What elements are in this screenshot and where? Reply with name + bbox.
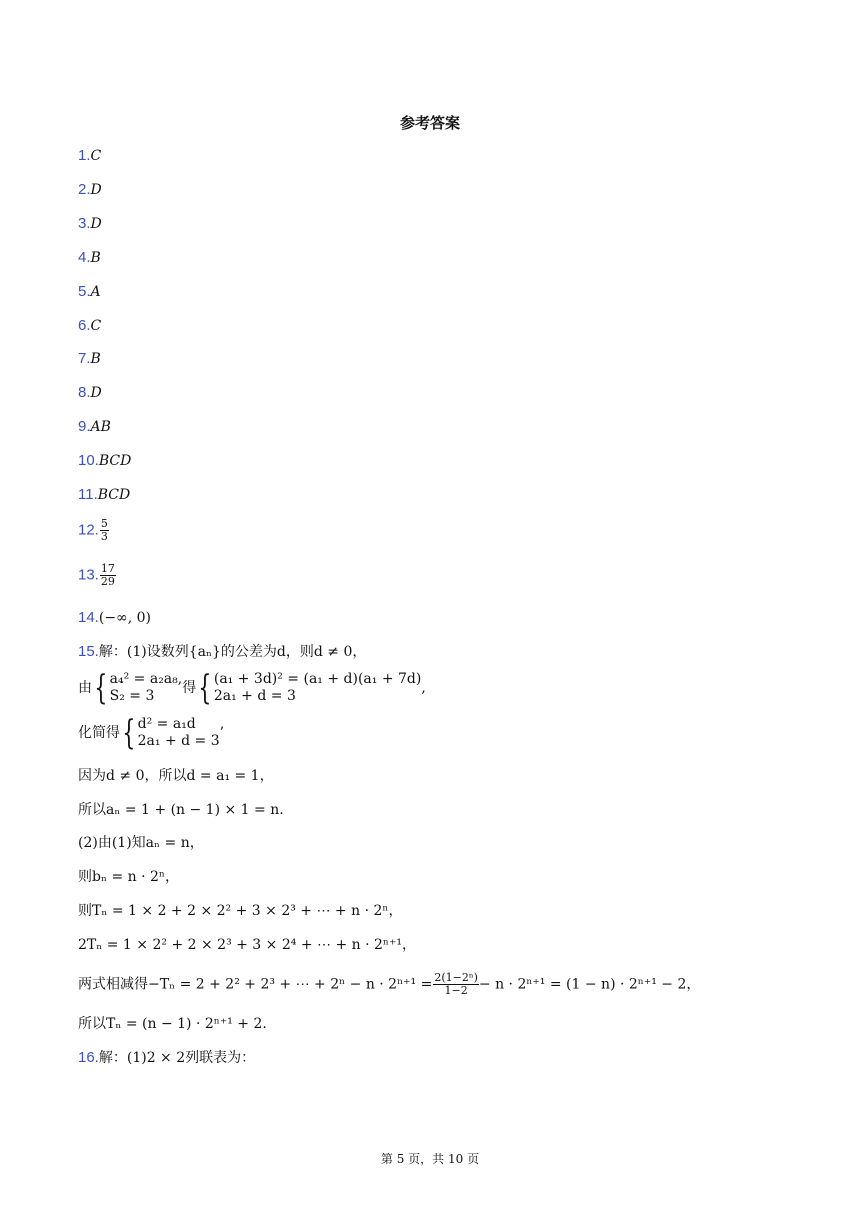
q15-line-9: 2Tₙ = 1 × 2² + 2 × 2³ + 3 × 2⁴ + ⋯ + n · 2ⁿ⁺¹， (78, 937, 416, 953)
page-footer: 第 5 页，共 10 页 (380, 1152, 480, 1166)
fraction: $\frac{\text{2(1−2ⁿ)}}{1-2}$ (434, 971, 478, 997)
q15-line-11: 所以Tₙ = (n − 1) · 2ⁿ⁺¹ + 2. (78, 1016, 267, 1032)
answer-8: 8.D (78, 384, 102, 401)
q15-line-7: 则bₙ = n · 2ⁿ， (78, 869, 179, 885)
q15-line-8: 则Tₙ = 1 × 2 + 2 × 2² + 3 × 2³ + ⋯ + n · 2ⁿ， (78, 903, 403, 919)
answer-10: 10.BCD (78, 452, 132, 469)
q16-line-1: 16.解：(1)2 × 2列联表为： (78, 1049, 256, 1066)
q15-line-10: 两式相减得−Tₙ = 2 + 2² + 2³ + ⋯ + 2ⁿ − n · 2ⁿ⁺¹ = $\frac{\text{2(1−2ⁿ)}}{1-2}$ − n · 2ⁿ⁺¹ = (1 − n) · 2ⁿ⁺¹ − 2， (78, 971, 701, 997)
q15-line-6: (2)由(1)知aₙ = n， (78, 835, 204, 851)
q15-line-4: 因为d ≠ 0，所以d = a₁ = 1， (78, 768, 274, 784)
answer-9: 9.AB (78, 418, 111, 435)
answer-7: 7.B (78, 350, 101, 367)
answer-14: 14.(−∞, 0) (78, 609, 151, 626)
q15-line-1: 15.解：(1)设数列{aₙ}的公差为d，则d ≠ 0， (78, 643, 367, 660)
answer-5: 5.A (78, 283, 101, 300)
q15-line-3: 化简得{ d² = a₁d 2a₁ + d = 3 ’ (78, 713, 225, 753)
page-title: 参考答案 (399, 114, 460, 132)
q15-line-5: 所以aₙ = 1 + (n − 1) × 1 = n. (78, 802, 284, 818)
q15-line-2: 由{ a₄² = a₂a₈, S₂ = 3 得{ (a₁ + 3d)² = (a₁ + d)(a₁ + 7d) 2a₁ + d = 3 , (78, 668, 426, 708)
answer-4: 4.B (78, 249, 101, 266)
answer-3: 3.D (78, 215, 102, 232)
answer-13: 13. $\frac{17}{29}$ (78, 562, 115, 588)
fraction: $\frac{5}{3}$ (100, 517, 108, 543)
answer-11: 11.BCD (78, 486, 131, 503)
answer-6: 6.C (78, 317, 102, 334)
answer-2: 2.D (78, 181, 102, 198)
answer-1: 1.C (78, 147, 102, 164)
answer-12: 12. $\frac{5}{3}$ (78, 517, 108, 543)
fraction: $\frac{17}{29}$ (100, 562, 115, 588)
